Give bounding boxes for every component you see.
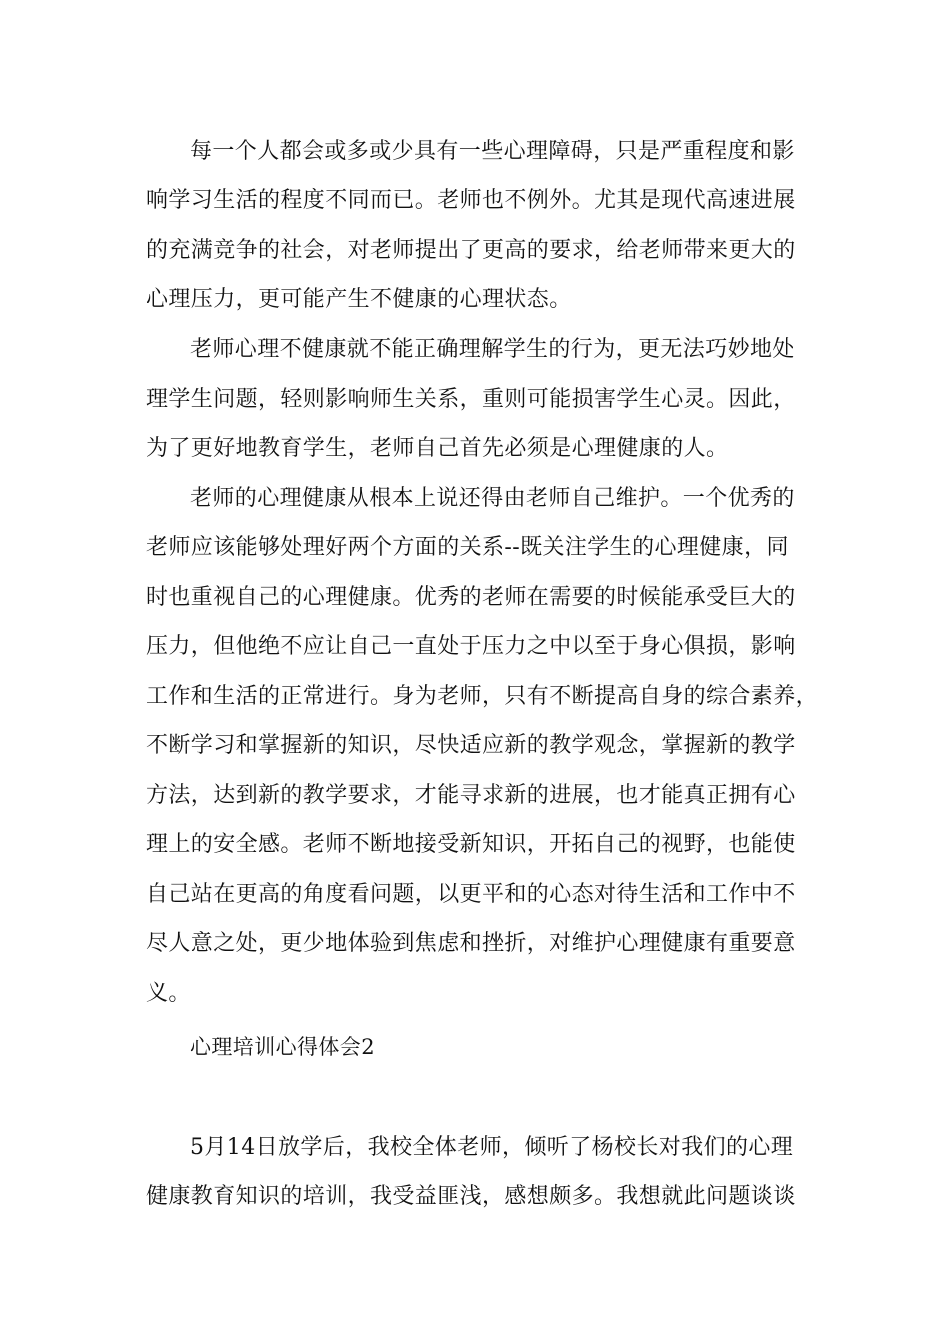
text-line: 老师应该能够处理好两个方面的关系--既关注学生的心理健康，同 — [146, 535, 789, 560]
text-line: 压力，但他绝不应让自己一直处于压力之中以至于身心俱损，影响 — [146, 634, 796, 659]
text-line: 理学生问题，轻则影响师生关系，重则可能损害学生心灵。因此， — [146, 387, 796, 412]
text-line: 尽人意之处，更少地体验到焦虑和挫折，对维护心理健康有重要意 — [146, 931, 796, 956]
text-line: 健康教育知识的培训，我受益匪浅，感想颇多。我想就此问题谈谈 — [146, 1184, 796, 1209]
text-line: 每一个人都会或多或少具有一些心理障碍，只是严重程度和影 — [190, 139, 795, 164]
text-line: 不断学习和掌握新的知识，尽快适应新的教学观念，掌握新的教学 — [146, 733, 796, 758]
text-line: 老师心理不健康就不能正确理解学生的行为，更无法巧妙地处 — [190, 337, 795, 362]
text-line: 自己站在更高的角度看问题，以更平和的心态对待生活和工作中不 — [146, 882, 796, 907]
text-line: 的充满竞争的社会，对老师提出了更高的要求，给老师带来更大的 — [146, 238, 796, 263]
text-line: 5月14日放学后，我校全体老师，倾听了杨校长对我们的心理 — [190, 1135, 794, 1160]
text-line: 义。 — [146, 981, 191, 1006]
text-line: 响学习生活的程度不同而已。老师也不例外。尤其是现代高速进展 — [146, 188, 796, 213]
text-line: 老师的心理健康从根本上说还得由老师自己维护。一个优秀的 — [190, 486, 795, 511]
text-line: 理上的安全感。老师不断地接受新知识，开拓自己的视野，也能使 — [146, 832, 796, 857]
text-line: 心理压力，更可能产生不健康的心理状态。 — [146, 287, 572, 312]
text-line: 方法，达到新的教学要求，才能寻求新的进展，也才能真正拥有心 — [146, 783, 796, 808]
section-heading: 心理培训心得体会2 — [190, 1035, 375, 1059]
text-line: 为了更好地教育学生，老师自己首先必须是心理健康的人。 — [146, 436, 729, 461]
text-line: 工作和生活的正常进行。身为老师，只有不断提高自身的综合素养， — [146, 684, 819, 709]
text-line: 时也重视自己的心理健康。优秀的老师在需要的时候能承受巨大的 — [146, 585, 796, 610]
